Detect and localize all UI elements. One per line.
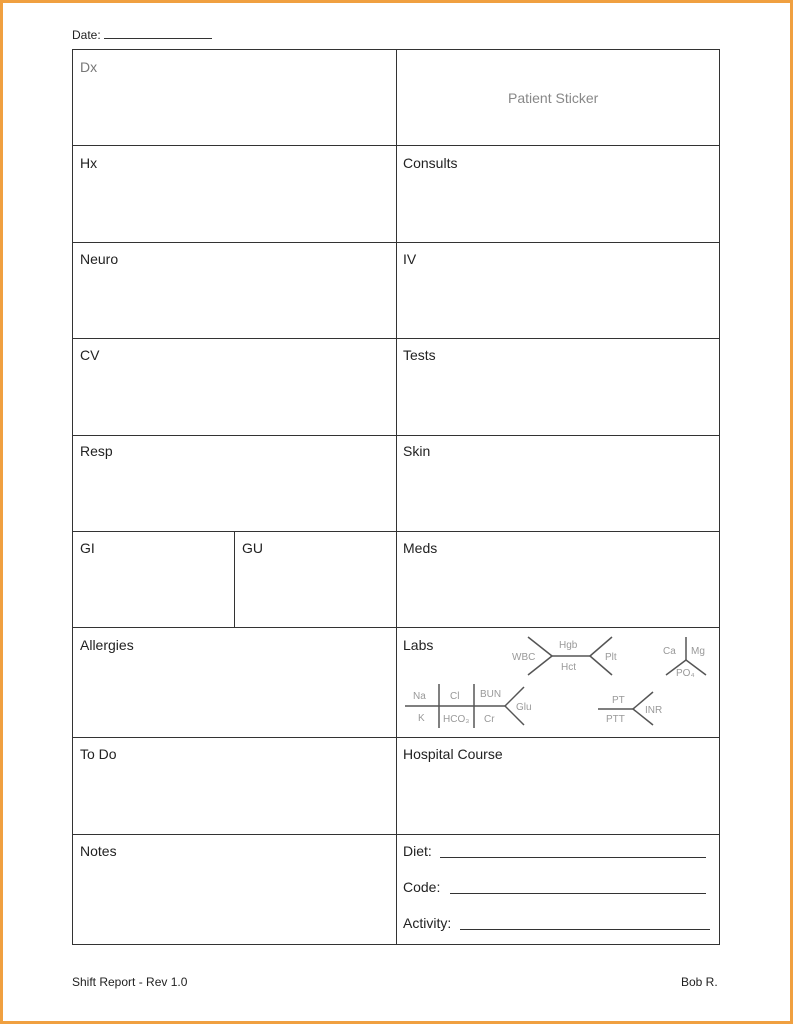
patient-sticker-label: Patient Sticker [508,90,599,106]
lab-mg: Mg [691,646,705,657]
lab-hco3: HCO₃ [443,714,470,725]
lab-ca: Ca [663,646,676,657]
lab-wbc: WBC [512,652,536,663]
diet-label: Diet: [403,843,432,859]
lab-hgb: Hgb [559,640,578,651]
cell-label-tests: Tests [403,347,436,363]
cell-label-dx: Dx [80,59,98,75]
footer-right: Bob R. [681,975,718,989]
cell-label-resp: Resp [80,443,113,459]
cell-label-todo: To Do [80,746,117,762]
lab-ptt: PTT [606,714,625,725]
cell-label-gi: GI [80,540,95,556]
date-label: Date: [72,28,101,42]
code-label: Code: [403,879,441,895]
footer-left: Shift Report - Rev 1.0 [72,975,188,989]
cell-label-hospital-course: Hospital Course [403,746,503,762]
cell-label-meds: Meds [403,540,438,556]
lab-pt: PT [612,695,625,706]
cell-label-labs: Labs [403,637,434,653]
lab-hct: Hct [561,662,576,673]
cell-label-iv: IV [403,251,417,267]
lab-cr: Cr [484,714,495,725]
cell-label-hx: Hx [80,155,98,171]
cell-label-allergies: Allergies [80,637,134,653]
lab-cl: Cl [450,691,460,702]
lab-k: K [418,713,425,724]
lab-inr: INR [645,705,663,716]
cell-label-consults: Consults [403,155,458,171]
cell-label-cv: CV [80,347,100,363]
cell-label-notes: Notes [80,843,117,859]
lab-plt: Plt [605,652,617,663]
lab-po4: PO₄ [676,668,695,679]
lab-bun: BUN [480,689,502,700]
cell-label-skin: Skin [403,443,431,459]
lab-glu: Glu [516,702,532,713]
lab-na: Na [413,691,426,702]
cell-label-gu: GU [242,540,263,556]
cell-label-neuro: Neuro [80,251,119,267]
activity-label: Activity: [403,915,452,931]
